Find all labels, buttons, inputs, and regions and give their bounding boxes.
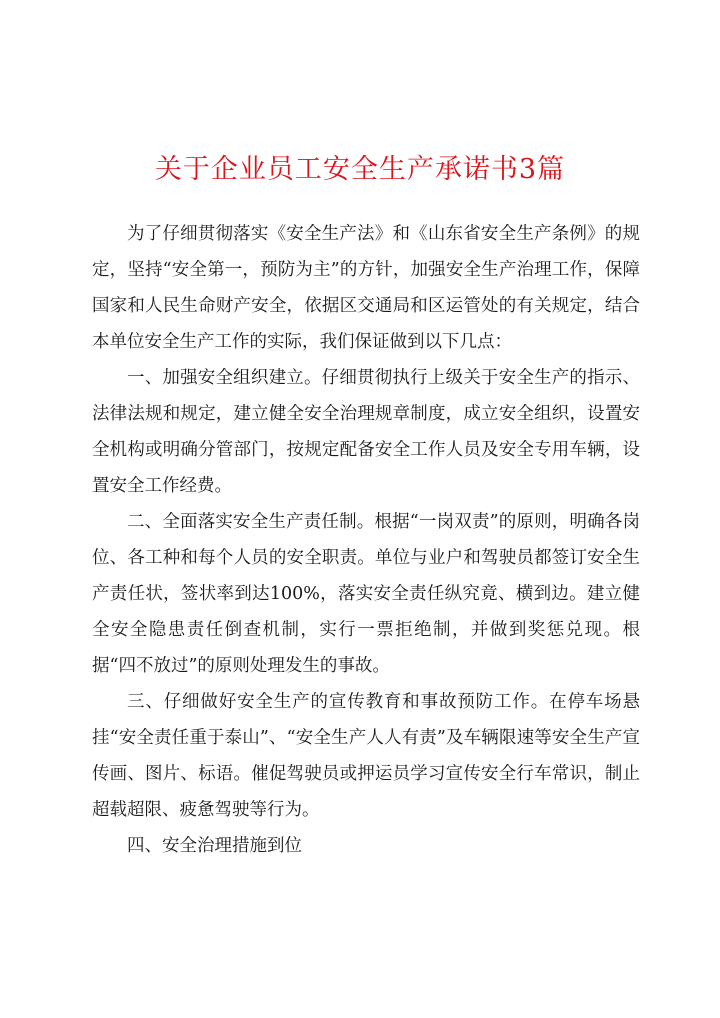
- paragraph-section-4: 四、安全治理措施到位: [127, 836, 302, 856]
- paragraph-section-3: 三、仔细做好安全生产的宣传教育和事故预防工作。在停车场悬挂“安全责任重于泰山”、“安全生产人人有责”及车辆限速等安全生产宣传画、图片、标语。催促驾驶员或押运员学习宣传安全行车常识，制止超载超限、疲惫驾驶等行为。: [92, 692, 640, 820]
- paragraph-section-2: 二、全面落实安全生产责任制。根据“一岗双责”的原则，明确各岗位、各工种和每个人员的安全职责。单位与业户和驾驶员都签订安全生产责任状，签状率到达100%，落实安全责任纵究竟、横到边。建立健全安全隐患责任倒查机制，实行一票拒绝制，并做到奖惩兑现。根据“四不放过”的原则处理发生的事故。: [92, 512, 640, 676]
- document-body: [92, 216, 640, 864]
- paragraph-intro: 为了仔细贯彻落实《安全生产法》和《山东省安全生产条例》的规定，坚持“安全第一，预防为主”的方针，加强安全生产治理工作，保障国家和人民生命财产安全，依据区交通局和区运管处的有关规定，结合本单位安全生产工作的实际，我们保证做到以下几点：: [92, 224, 640, 352]
- paragraph-section-1: 一、加强安全组织建立。仔细贯彻执行上级关于安全生产的指示、法律法规和规定，建立健全安全治理规章制度，成立安全组织，设置安全机构或明确分管部门，按规定配备安全工作人员及安全专用车辆，设置安全工作经费。: [92, 368, 640, 496]
- document-title: 关于企业员工安全生产承诺书3篇: [154, 154, 566, 185]
